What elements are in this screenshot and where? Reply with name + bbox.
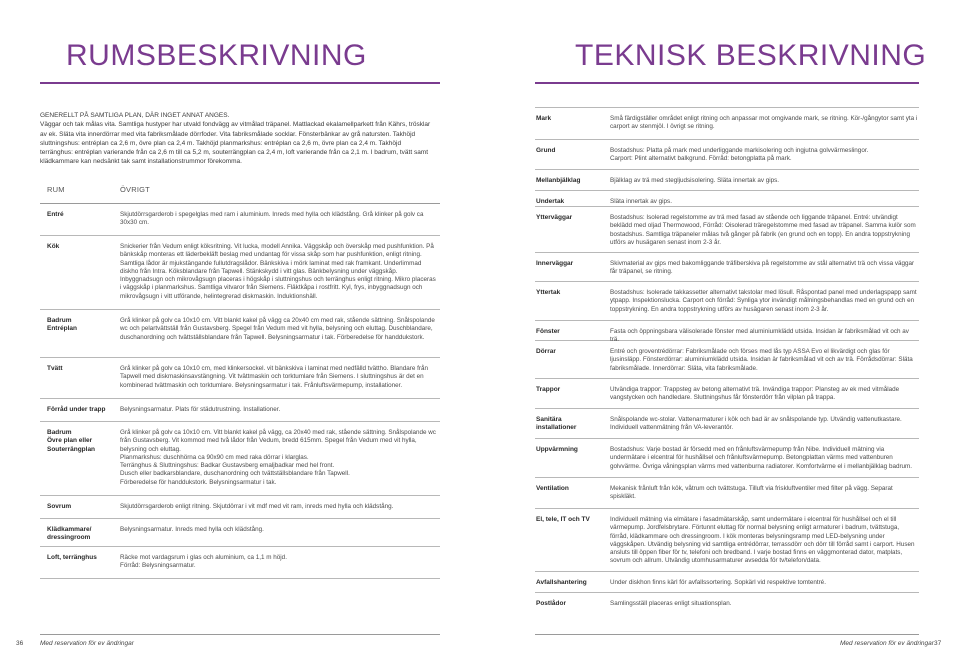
table-row: [535, 341, 919, 379]
row-label: Loft, terränghus: [47, 554, 97, 561]
row-text: Bostadshus: Isolerad regelstomme av trä med fasad av stående och liggande träpanel. Entré: utvändigt beklädd med oljad Thermowood, Förråd: Oisolerad träregelstomme med fasad av träpanel. Samma kulör som bostadshus. Samtliga träpaneler målas två gånger på fabrik (en grund och en topp). En andra toppstrykning utförs av husägaren senast inom 2-3 år.: [610, 214, 916, 246]
row-label: Yttertak: [536, 289, 561, 296]
table-row: [535, 253, 919, 282]
row-text: Bjälklag av trä med stegljudsisolering. Släta innertak av gips.: [610, 177, 780, 184]
row-label: Dörrar: [536, 348, 556, 355]
technical-table: [535, 107, 919, 615]
room-table-header: [40, 180, 440, 204]
table-row: [40, 519, 440, 547]
row-text: Skjutdörrsgarderob i spegelglas med ram i aluminium. Inreds med hylla och klädstång. Grå klinker på golv ca 30x30 cm.: [120, 211, 424, 227]
other-column-header: ÖVRIGT: [120, 185, 150, 194]
table-row: [40, 236, 440, 310]
row-label: El, tele, IT och TV: [536, 516, 590, 523]
left-page-number: 36: [16, 640, 24, 647]
table-row: [535, 170, 919, 191]
left-title-rule: [40, 82, 440, 84]
table-row: [535, 379, 919, 409]
row-label: Postlådor: [536, 600, 566, 607]
row-label: Kök: [47, 243, 60, 250]
row-text: Bostadshus: Platta på mark med underliggande markisolering och ingjutna golvvärmeslingor. Carport: Plint alternativt balkgrund. Förråd: betongplatta på mark.: [610, 147, 869, 163]
table-row: [40, 399, 440, 422]
row-label: Badrum Övre plan eller Souterrängplan: [47, 429, 96, 453]
row-label: Sanitära installationer: [536, 416, 577, 432]
row-text: Belysningsarmatur. Plats för städutrustning. Installationer.: [120, 406, 281, 413]
table-row: [40, 496, 440, 519]
left-footer-note: Med reservation för ev ändringar: [40, 640, 134, 647]
right-title-rule: [535, 82, 919, 84]
row-text: Grå klinker på golv ca 10x10 cm. Vitt blankt kakel på vägg ca 20x40 cm med rak, stående sättning. Snålspolande wc och pelartvättställ från Gustavsberg. Spegel från Vedum med vit hylla, belysning och eluttag. Duschblandare, duschanordning och tvättställsblandare från Tapwell. Belysningsarmatur i tak. Förberedelse för handdukstork.: [120, 317, 435, 341]
row-text: Grå klinker på golv ca 10x10 cm. Vitt blankt kakel på vägg, ca 20x40 med rak, stående sättning. Snålspolande wc från Gustavsberg. Vit kommod med två lådor från Vedum, bredd 615mm. Spegel från Vedum med vit hylla, belysning och eluttag. Planmarkshus: duschhörna ca 90x90 cm med raka dörrar i klarglas. Terränghus & Sluttningshus: Badkar Gustavsberg emaljbadkar med hel front. Dusch eller badkarsblandare, duschanordning och tvättställsblandare från Tapwell. Förberedelse för handdukstork. Belysningsarmatur i tak.: [120, 429, 436, 486]
table-row: [535, 593, 919, 615]
row-text: Mekanisk frånluft från kök, våtrum och tvättstuga. Tilluft via friskluftventiler med filter på vägg. Separat spiskläkt.: [610, 485, 893, 501]
right-footer-rule: [535, 634, 919, 635]
table-row: [40, 547, 440, 579]
row-label: Ytterväggar: [536, 214, 573, 221]
table-row: [40, 422, 440, 496]
left-page-title: RUMSBESKRIVNING: [66, 39, 367, 72]
row-label: Mellanbjälklag: [536, 177, 581, 184]
row-label: Badrum Entréplan: [47, 317, 77, 333]
table-row: [535, 439, 919, 478]
row-label: Klädkammare/ dressingroom: [47, 526, 92, 542]
table-row: [40, 310, 440, 358]
intro-text: Väggar och tak målas vita. Samtliga hustyper har utvald fondvägg av vitmålad träpanel. Mattlackad ekalamellparkett från Kährs, trösklar av ek. Släta vita innerdörrar med vita fabriksmålade dörrfoder. Vita fabriksmålade socklar. Fönsterbänkar av grå natursten. Takhöjd sluttningshus: entréplan ca 2,6 m, övre plan ca 2,4 m. Takhöjd planmarkshus: entréplan ca 2,6 m, övre plan ca 2,4 m. Takhöjd terränghus: entréplan varierande från ca 2,6 m till ca 5,2 m, souterrängplan ca 2,4 m, loft varierande från ca 2,1 m. I badrum, tvätt samt klädkammare kan nedsänkt tak samt installationstrummor förekomma.: [40, 121, 431, 166]
room-column-header: RUM: [47, 185, 65, 194]
right-page-number: 37: [934, 640, 942, 647]
general-intro: [40, 111, 432, 167]
row-text: Under diskhon finns kärl för avfallssortering. Sopkärl vid respektive tomtentré.: [610, 579, 826, 586]
row-text: Små färdigställer området enligt ritning och anpassar mot omgivande mark, se ritning. Kör-/gångytor samt yta i carport av stenmjöl. I övrigt se ritning.: [610, 115, 918, 131]
row-text: Snålspolande wc-stolar. Vattenarmaturer i kök och bad är av snålspolande typ. Utvändig vattenutkastare. Individuell vattenmätning från VA-leverantör.: [610, 416, 902, 432]
row-label: Sovrum: [47, 503, 72, 510]
row-text: Bostadshus: Isolerade takkassetter alternativt takstolar med lösull. Råspontad panel med underlagspapp samt ytpapp. Inspektionslucka. Carport och förråd: Synliga ytor invändigt målningsbehandlas med en grund och en toppstrykning. En andra toppstrykning utförs av husägaren senast inom 2-3 år.: [610, 289, 917, 313]
row-text: Fasta och öppningsbara välisolerade fönster med aluminiumklädd utsida. Insidan är fabriksmålad vit och av trä.: [610, 328, 909, 344]
row-label: Undertak: [536, 198, 565, 205]
row-text: Skivmaterial av gips med bakomliggande träfiberskiva på regelstomme av stål alternativt trä och vissa väggar får träpanel, se ritning.: [610, 260, 915, 276]
row-label: Förråd under trapp: [47, 406, 106, 413]
row-label: Uppvärmning: [536, 446, 578, 453]
table-row: [40, 204, 440, 236]
table-row: [535, 478, 919, 509]
intro-heading: GENERELLT PÅ SAMTLIGA PLAN, DÄR INGET ANNAT ANGES.: [40, 112, 230, 119]
table-row: [535, 207, 919, 253]
row-label: Ventilation: [536, 485, 569, 492]
table-row: [535, 572, 919, 593]
row-text: Släta innertak av gips.: [610, 198, 672, 205]
table-row: [535, 509, 919, 572]
table-row: [535, 321, 919, 344]
row-label: Innerväggar: [536, 260, 574, 267]
row-text: Utvändiga trappor: Trappsteg av betong alternativt trä. Invändiga trappor: Plansteg av ek med vitmålade vangstycken och handledare. Sluttningshus får fönsterdörr från vilplan på trappa.: [610, 386, 900, 402]
row-text: Bostadshus: Varje bostad är försedd med en frånluftsvärmepump från Nibe. Individuell mätning via undermätare i elcentral för hushållsel och frånluftsvärmepump. Betongplattan värms med vattenburen golvvärme. Övriga våningsplan värms med vattenburna radiatorer. Komfortvärme el i mellanbjälklag badrum.: [610, 446, 913, 470]
row-label: Grund: [536, 147, 556, 154]
row-text: Samlingsställ placeras enligt situationsplan.: [610, 600, 732, 607]
room-table: [40, 180, 440, 579]
row-label: Mark: [536, 115, 552, 122]
left-footer-rule: [40, 634, 440, 635]
row-text: Grå klinker på golv ca 10x10 cm, med klinkersockel. vit bänkskiva i laminat med nedfälld tvättho. Blandare från Tapwell med diskmaskinsavstängning. Vit tvättmaskin och torktumlare från Siemens. I sluttningshus är det en kombinerad tvättmaskin och torktumlare. Belysningsarmatur i tak. Frånluftsvärmepump, installationer.: [120, 365, 428, 389]
row-text: Räcke mot vardagsrum i glas och aluminium, ca 1,1 m höjd. Förråd: Belysningsarmatur.: [120, 554, 287, 570]
row-label: Tvätt: [47, 365, 63, 372]
row-text: Belysningsarmatur. Inreds med hylla och klädstång.: [120, 526, 264, 533]
row-label: Entré: [47, 211, 64, 218]
table-row: [535, 140, 919, 170]
table-row: [535, 409, 919, 439]
row-label: Trappor: [536, 386, 561, 393]
row-text: Individuell mätning via elmätare i fasadmätarskåp, samt undermätare i elcentral för hushållsel och el till värmepump. Jordfelsbrytare. Förtunnt eluttag för normal belysning enligt armaturer i badrum, tvättstuga, förråd, klädkammare och dressingroom. I kök monteras belysningsramp med LED-belysning under väggskåpen. Utvändig belysning vid samtliga entrédörrar, terrassdörr och dörr till förråd samt i carport. Husen ansluts till öppen fiber för tv, telefoni och bredband. I varje bostad finns en väggmonterad dator, matplats, sovrum och allrum. Utvändig utomhusarmaturer avsedda för tv/telefon/data.: [610, 516, 915, 565]
row-text: Snickerier från Vedum enligt köksritning. Vit lucka, modell Annika. Väggskåp och överskåp med pushfunktion. På bänkskåp monteras ett läderbekläft beslag med undantag för vissa skåp som har pushfunktion, enligt ritning. Samtliga lådor är mjukstängande fullutdragslådor. Bänkskiva i mörk laminat med rak framkant. Underlimmad diskho från Intra. Köksblandare från Tapwell. Stänkskydd i vitt glas. Bänkbelysning under väggskåp. Inbyggnadsugn och mikrovågsugn placeras i högskåp i sluttningshus och terränghus enligt ritning. Mikro placeras i väggskåp i planmarkshus. Samtliga vitvaror från Siemens. Fläktkåpa i rostfritt. Kyl, frys, inbyggnadsugn och mikrovågsugn i vitt utförande, helintegrerad diskmaskin. Induktionshäll.: [120, 243, 436, 300]
table-row: [535, 191, 919, 207]
right-footer-note: Med reservation för ev ändringar: [840, 640, 934, 647]
table-row: [535, 282, 919, 321]
table-row: [535, 107, 919, 140]
row-label: Fönster: [536, 328, 560, 335]
row-text: Entré och groventrédörrar: Fabriksmålade och förses med lås typ ASSA Evo el likvärdigt och glas för ljusinsläpp. Fönsterdörrar: aluminiumklädd utsida. Insidan är fabriksmålad vit och av trä. Förrådsdörrar: Släta fabriksmålade. Innerdörrar: Släta, vita fabriksmålade.: [610, 348, 913, 372]
right-page-title: TEKNISK BESKRIVNING: [575, 39, 927, 72]
row-label: Avfallshantering: [536, 579, 587, 586]
row-text: Skjutdörrsgarderob enligt ritning. Skjutdörrar i vit mdf med vit ram, inreds med hylla och klädstång.: [120, 503, 394, 510]
table-row: [40, 358, 440, 399]
